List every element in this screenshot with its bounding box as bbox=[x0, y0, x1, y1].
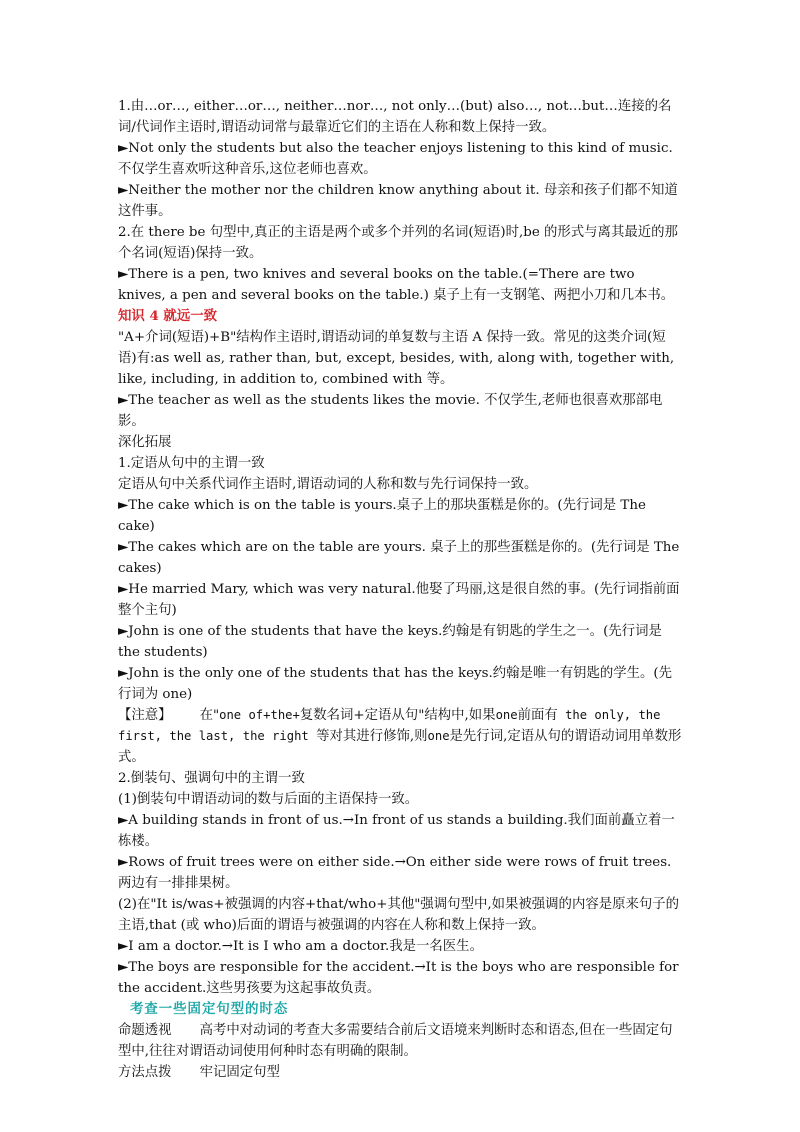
example-building: ►A building stands in front of us.→In front of us stands a building.我们面前矗立着一栋楼。 bbox=[118, 813, 675, 849]
example-only-one: ►John is the only one of the students that has the keys.约翰是唯一有钥匙的学生。(先行词为 one) bbox=[118, 666, 673, 702]
text-exam-focus: 高考中对动词的考查大多需要结合前后文语境来判断时态和语态,但在一些固定句型中,往往对谓语动词使用何种时态有明确的限制。 bbox=[118, 1023, 673, 1059]
label-exam-focus: 命题透视 bbox=[118, 1023, 172, 1038]
note-paragraph bbox=[118, 705, 684, 768]
subheading-attributive-clause: 1.定语从句中的主谓一致 bbox=[118, 456, 265, 471]
note-text-i: 是先行词,定语从句的谓语动词用单数形式。 bbox=[118, 729, 682, 765]
note-tag: 【注意】 bbox=[118, 708, 172, 723]
paragraph-method bbox=[118, 1062, 684, 1083]
note-text-g: 等对其进行修饰,则 bbox=[316, 729, 428, 744]
paragraph-rule-1: 1.由…or…, either…or…, neither…nor…, not only…(but) also…, not…but…连接的名词/代词作主语时,谓语动词常与最靠近它们的主语在人称和数上保持一致。 bbox=[118, 99, 672, 135]
note-text-e: 前面有 bbox=[517, 708, 558, 723]
paragraph-exam-focus bbox=[118, 1020, 684, 1062]
note-code-h: one bbox=[427, 729, 450, 743]
note-code-d: one bbox=[495, 708, 518, 722]
document-page bbox=[118, 96, 684, 1083]
example-married-mary: ►He married Mary, which was very natural.他娶了玛丽,这是很自然的事。(先行词指前面整个主句) bbox=[118, 582, 680, 618]
paragraph-inversion: (1)倒装句中谓语动词的数与后面的主语保持一致。 bbox=[118, 792, 419, 807]
example-as-well-as: ►The teacher as well as the students likes the movie. 不仅学生,老师也很喜欢那部电影。 bbox=[118, 393, 663, 429]
example-one-of-students: ►John is one of the students that have the keys.约翰是有钥匙的学生之一。(先行词是 the students) bbox=[118, 624, 662, 660]
example-not-only: ►Not only the students but also the teacher enjoys listening to this kind of music. 不仅学生喜欢听这种音乐,这位老师也喜欢。 bbox=[118, 141, 673, 177]
text-method: 牢记固定句型 bbox=[199, 1065, 280, 1080]
section-heading-knowledge-4: 知识 4 就远一致 bbox=[118, 308, 217, 324]
example-doctor: ►I am a doctor.→It is I who am a doctor.我是一名医生。 bbox=[118, 939, 483, 954]
note-code-b: one of+the+ bbox=[219, 708, 300, 722]
paragraph-prepositions: "A+介词(短语)+B"结构作主语时,谓语动词的单复数与主语 A 保持一致。常见的这类介词(短语)有:as well as, rather than, but, except, besides, with, along with, together with, like, including, in addition to, combined with 等。 bbox=[118, 330, 675, 387]
example-neither: ►Neither the mother nor the children know anything about it. 母亲和孩子们都不知道这件事。 bbox=[118, 183, 678, 219]
paragraph-relative-pronoun: 定语从句中关系代词作主语时,谓语动词的人称和数与先行词保持一致。 bbox=[118, 477, 538, 492]
section-heading-fixed-patterns: 考查一些固定句型的时态 bbox=[130, 1001, 289, 1017]
note-text-a: 在" bbox=[199, 708, 220, 723]
subheading-deepen: 深化拓展 bbox=[118, 435, 172, 450]
note-text-c: 复数名词+定语从句"结构中,如果 bbox=[299, 708, 496, 723]
subheading-inversion-emphasis: 2.倒装句、强调句中的主谓一致 bbox=[118, 771, 305, 786]
paragraph-emphasis: (2)在"It is/was+被强调的内容+that/who+其他"强调句型中,如果被强调的内容是原来句子的主语,that (或 who)后面的谓语与被强调的内容在人称和数上保持一致。 bbox=[118, 897, 680, 933]
label-method: 方法点拨 bbox=[118, 1065, 172, 1080]
example-fruit-trees: ►Rows of fruit trees were on either side.→On either side were rows of fruit trees.两边有一排排果树。 bbox=[118, 855, 672, 891]
example-there-is: ►There is a pen, two knives and several books on the table.(=There are two knives, a pen and several books on the table.) 桌子上有一支钢笔、两把小刀和几本书。 bbox=[118, 267, 675, 303]
note-code-f: the only, the first, the last, the right bbox=[118, 708, 661, 743]
example-cake: ►The cake which is on the table is yours.桌子上的那块蛋糕是你的。(先行词是 The cake) bbox=[118, 498, 646, 534]
example-boys: ►The boys are responsible for the accident.→It is the boys who are responsible for the accident.这些男孩要为这起事故负责。 bbox=[118, 960, 679, 996]
example-cakes: ►The cakes which are on the table are yours. 桌子上的那些蛋糕是你的。(先行词是 The cakes) bbox=[118, 540, 680, 576]
paragraph-rule-2: 2.在 there be 句型中,真正的主语是两个或多个并列的名词(短语)时,be 的形式与离其最近的那个名词(短语)保持一致。 bbox=[118, 225, 678, 261]
